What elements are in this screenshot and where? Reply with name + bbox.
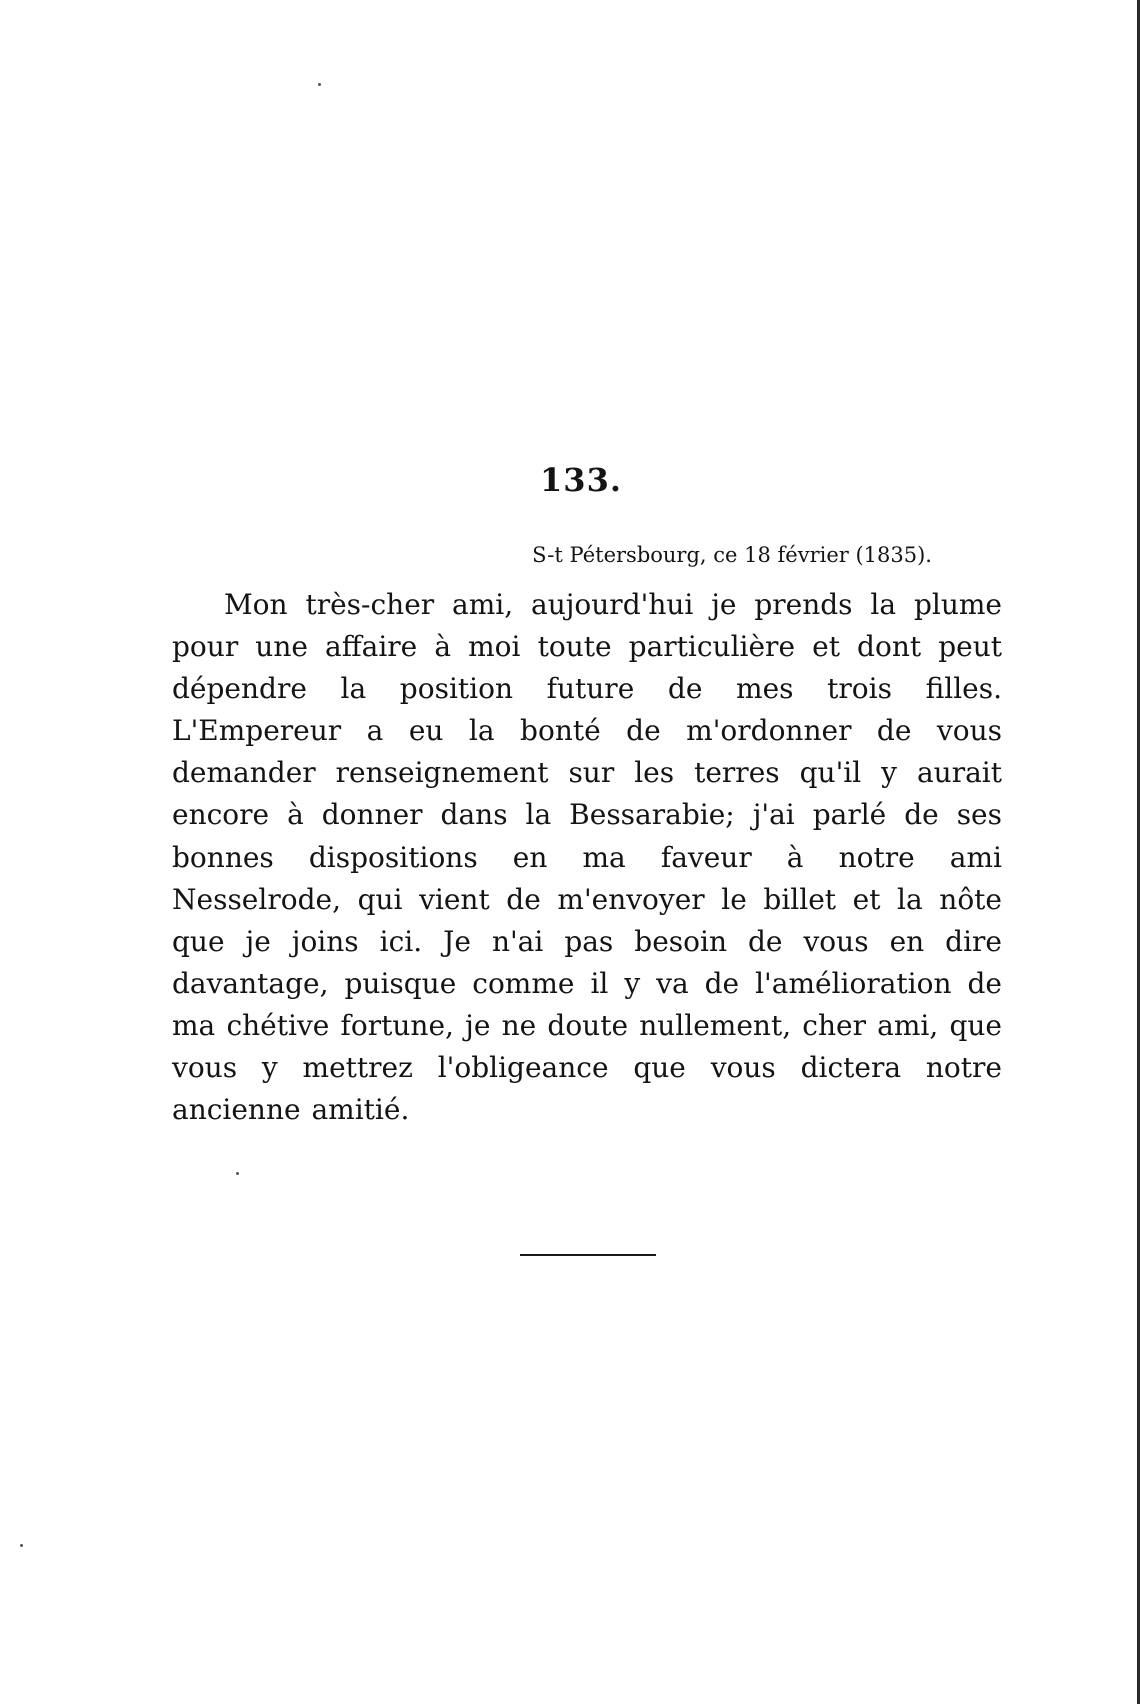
- scan-speck: [318, 83, 321, 86]
- scan-speck: [236, 1172, 239, 1175]
- letter-number: 133.: [540, 461, 622, 499]
- letter-dateline: S-t Pétersbourg, ce 18 février (1835).: [532, 543, 932, 567]
- letter-body-text: Mon très-cher ami, aujourd'hui je prends la plume pour une affaire à moi toute particulière et dont peut dépendre la position future de mes trois filles. L'Empereur a eu la bonté de m'ordonner de vous demander renseignement sur les terres qu'il y aurait encore à donner dans la Bessarabie; j'ai parlé de ses bonnes dispositions en ma faveur à notre ami Nesselrode, qui vient de m'envoyer le billet et la nôte que je joins ici. Je n'ai pas besoin de vous en dire davantage, puisque comme il y va de l'amélioration de ma chétive fortune, je ne doute nullement, cher ami, que vous y mettrez l'obligeance que vous dictera notre ancienne amitié.: [172, 588, 1002, 1127]
- scan-speck: [20, 1544, 23, 1547]
- end-divider-rule: [520, 1254, 656, 1256]
